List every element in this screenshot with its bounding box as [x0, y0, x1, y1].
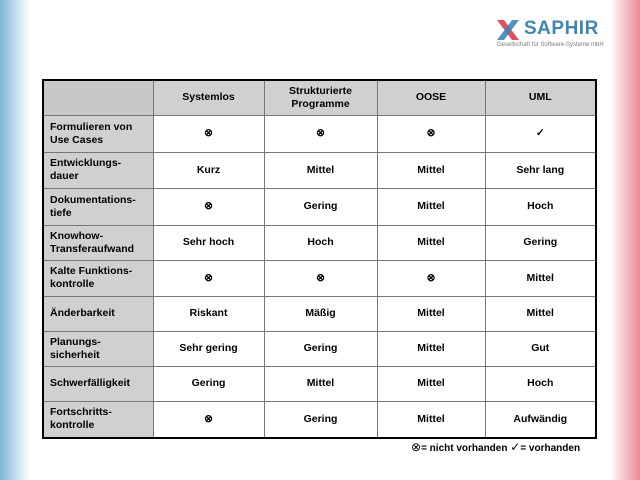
- legend: [411, 440, 580, 454]
- table-cell: Sehr lang: [485, 152, 596, 188]
- table-cell: Hoch: [485, 366, 596, 401]
- table-cell: Gering: [264, 331, 377, 366]
- table-row: [43, 225, 596, 260]
- checkmark-icon: ✓: [485, 115, 596, 152]
- table-cell: Sehr gering: [153, 331, 264, 366]
- table-cell: Mittel: [485, 260, 596, 296]
- table-cell: Mäßig: [264, 296, 377, 331]
- table-cell: Mittel: [377, 225, 485, 260]
- table-cell: Mittel: [377, 331, 485, 366]
- table-cell: Riskant: [153, 296, 264, 331]
- table-cell: Mittel: [264, 366, 377, 401]
- table-cell: Gering: [153, 366, 264, 401]
- table-corner-cell: [43, 80, 153, 115]
- checkmark-icon: ✓: [510, 440, 521, 454]
- absent-symbol-icon: ⊗: [153, 260, 264, 296]
- table-cell: Aufwändig: [485, 401, 596, 438]
- table-cell: Mittel: [377, 401, 485, 438]
- table-row: [43, 296, 596, 331]
- row-header: Fortschritts-kontrolle: [43, 401, 153, 438]
- column-header: OOSE: [377, 80, 485, 115]
- row-header: Kalte Funktions-kontrolle: [43, 260, 153, 296]
- table-row: [43, 152, 596, 188]
- table-cell: Gut: [485, 331, 596, 366]
- absent-symbol-icon: ⊗: [264, 115, 377, 152]
- table-cell: Sehr hoch: [153, 225, 264, 260]
- table-cell: Mittel: [377, 296, 485, 331]
- table-cell: Mittel: [377, 188, 485, 225]
- table-cell: Gering: [264, 188, 377, 225]
- absent-symbol-icon: ⊗: [377, 115, 485, 152]
- row-header: Formulieren von Use Cases: [43, 115, 153, 152]
- saphir-logo: [497, 16, 617, 56]
- absent-symbol-icon: ⊗: [264, 260, 377, 296]
- table-cell: Mittel: [377, 366, 485, 401]
- absent-symbol-icon: ⊗: [411, 440, 422, 454]
- table-cell: Kurz: [153, 152, 264, 188]
- column-header: UML: [485, 80, 596, 115]
- absent-symbol-icon: ⊗: [153, 188, 264, 225]
- logo-name: SAPHIR: [524, 18, 599, 39]
- row-header: Schwerfälligkeit: [43, 366, 153, 401]
- table-row: [43, 115, 596, 152]
- table-row: [43, 260, 596, 296]
- row-header: Planungs-sicherheit: [43, 331, 153, 366]
- table-row: [43, 401, 596, 438]
- table-cell: Mittel: [377, 152, 485, 188]
- table-cell: Hoch: [264, 225, 377, 260]
- absent-symbol-icon: ⊗: [377, 260, 485, 296]
- table-row: [43, 188, 596, 225]
- absent-symbol-icon: ⊗: [153, 115, 264, 152]
- row-header: Dokumentations-tiefe: [43, 188, 153, 225]
- absent-symbol-icon: ⊗: [153, 401, 264, 438]
- table-cell: Hoch: [485, 188, 596, 225]
- right-decorative-band: [610, 0, 640, 480]
- comparison-table: [42, 79, 597, 439]
- logo-subtitle: Gesellschaft für Software-Systeme mbH: [497, 42, 604, 48]
- table-cell: Mittel: [485, 296, 596, 331]
- table-cell: Gering: [264, 401, 377, 438]
- row-header: Entwicklungs-dauer: [43, 152, 153, 188]
- left-decorative-band: [0, 0, 30, 480]
- row-header: Änderbarkeit: [43, 296, 153, 331]
- legend-absent-text: = nicht vorhanden: [421, 443, 508, 454]
- saphir-logo-x-icon: [497, 20, 519, 40]
- table-cell: Mittel: [264, 152, 377, 188]
- table-row: [43, 366, 596, 401]
- column-header: Strukturierte Programme: [264, 80, 377, 115]
- table-row: [43, 331, 596, 366]
- row-header: Knowhow-Transferaufwand: [43, 225, 153, 260]
- table-cell: Gering: [485, 225, 596, 260]
- legend-present-text: = vorhanden: [520, 443, 581, 454]
- column-header: Systemlos: [153, 80, 264, 115]
